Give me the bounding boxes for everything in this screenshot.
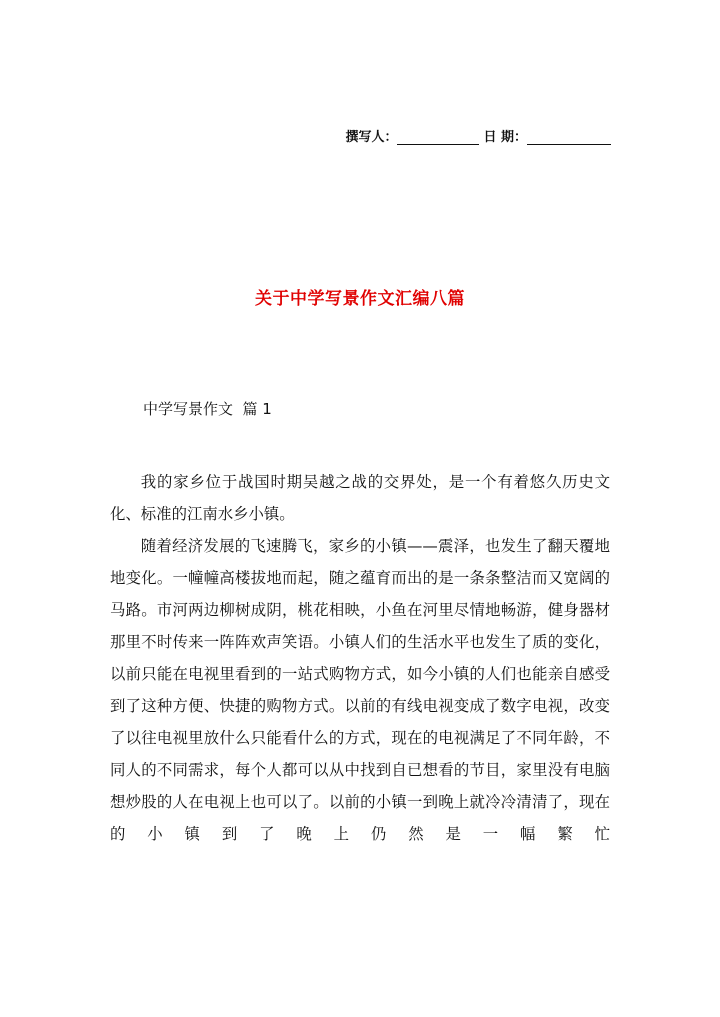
document-title: 关于中学写景作文汇编八篇	[255, 289, 465, 309]
date-label: 日 期：	[483, 130, 527, 145]
paragraph-1: 我的家乡位于战国时期吴越之战的交界处，是一个有着悠久历史文化、标准的江南水乡小镇。	[110, 473, 610, 523]
section-heading: 中学写景作文 篇 1	[143, 400, 272, 418]
date-blank	[527, 130, 611, 145]
author-blank	[397, 130, 479, 145]
body-text	[110, 466, 610, 850]
author-label: 撰写人：	[345, 130, 398, 145]
header-line	[345, 126, 611, 145]
paragraph-2: 随着经济发展的飞速腾飞，家乡的小镇——震泽，也发生了翻天覆地地变化。一幢幢高楼拔地而起，随之蕴育而出的是一条条整洁而又宽阔的马路。市河两边柳树成阴，桃花相映，小鱼在河里尽情地畅游，健身器材那里不时传来一阵阵欢声笑语。小镇人们的生活水平也发生了质的变化，以前只能在电视里看到的一站式购物方式，如今小镇的人们也能亲自感受到了这种方便、快捷的购物方式。以前的有线电视变成了数字电视，改变了以往电视里放什么只能看什么的方式，现在的电视满足了不同年龄，不同人的不同需求，每个人都可以从中找到自已想看的节目，家里没有电脑想炒股的人在电视上也可以了。以前的小镇一到晚上就冷冷清清了，现在的小镇到了晚上仍然是一幅繁忙	[110, 537, 610, 843]
